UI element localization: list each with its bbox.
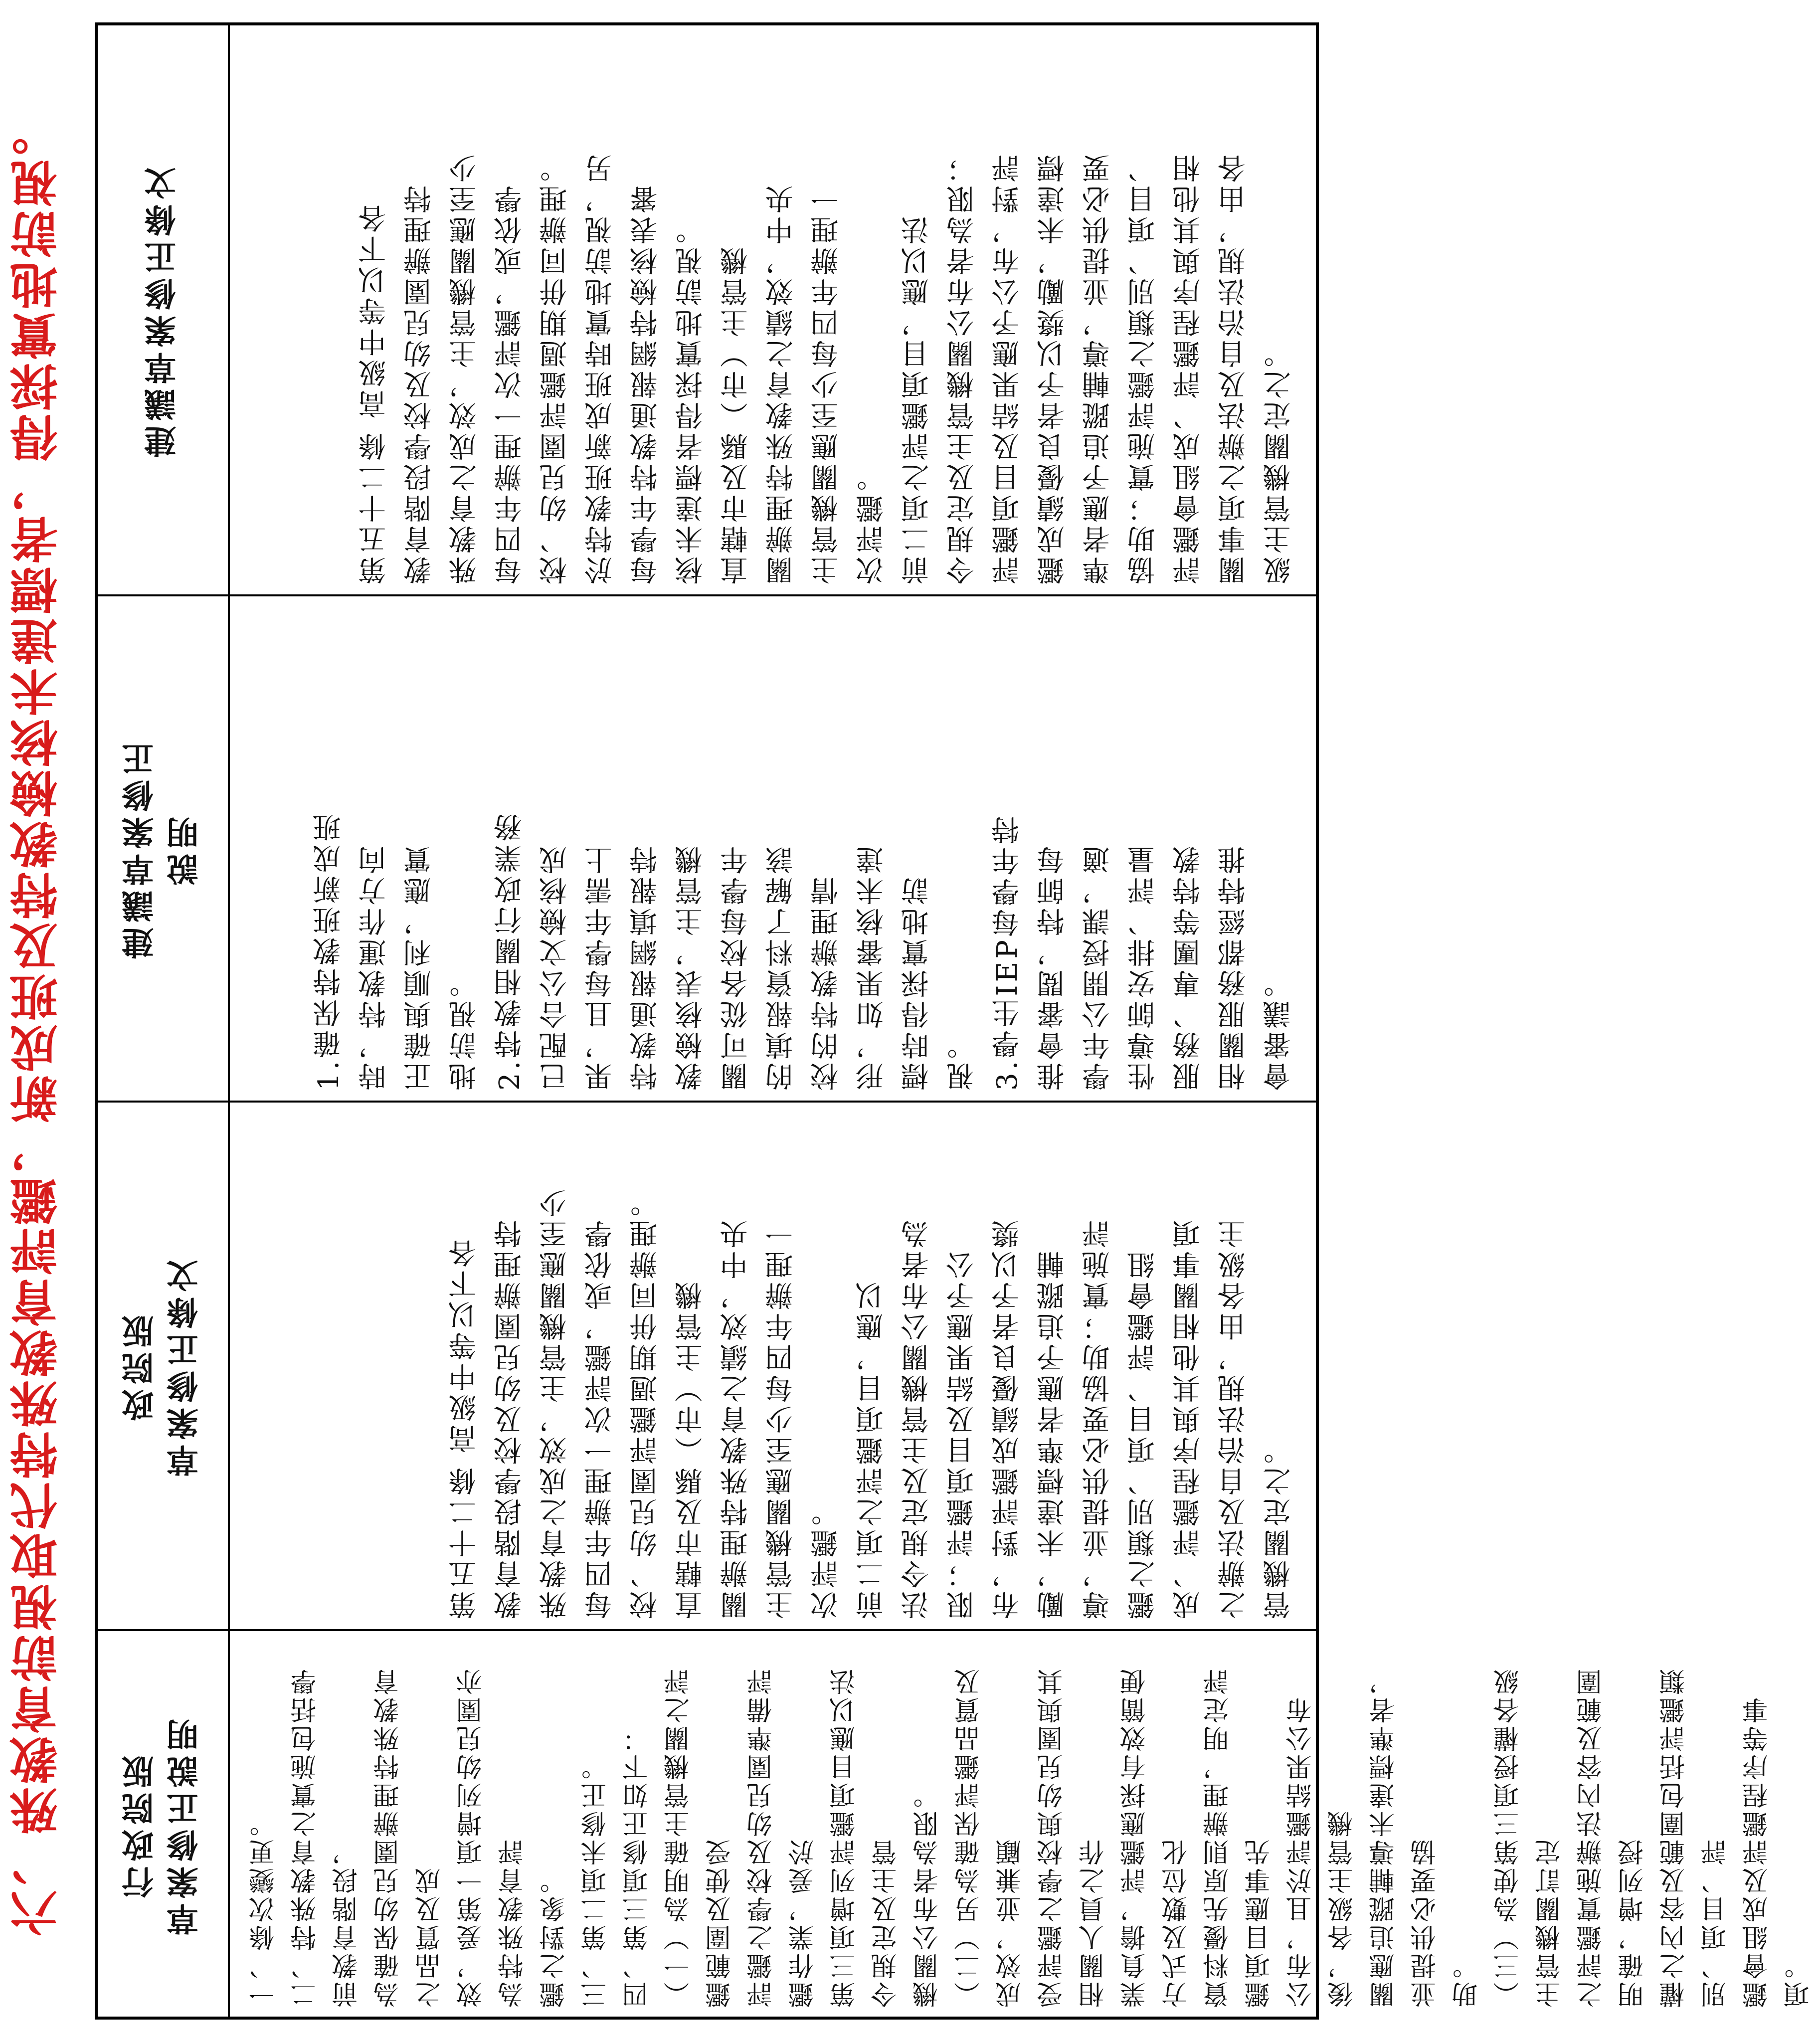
column-header [98, 1103, 230, 1629]
comparison-table [95, 22, 1814, 2020]
column-header-label: 建議草案修正條文 [144, 162, 182, 458]
proposed-article-text: 第五十二條 高級中等以下各 教育階段學校及幼兒園辦理特 殊教育之成效，主管機關應至少 每四年辦理一次評鑑，或依學 校、幼兒園評鑑週期併同辦理。 於特教班新成班時實地訪視，另 每學年特教通報網特檢核表審 核未達標者得採實地訪視。 直轄市及縣（市）主管機 關辦理特殊教育之績效，中央 主管機關應至少每四年辦理一 次評鑑。 前二項之評鑑項目，應以法 令規定及主管機關公布者為限； 評鑑項目及結果應予公布，對評 鑑成績優良者予以獎勵，未達標 準者應予追蹤輔導，並提供必要 協助；實施評鑑之類別、項目、 評鑑會組成、評鑑程序與其他相 關事項之辦法及自治法規，由各 級主管機關定之。 [358, 152, 1295, 584]
column-proposed-article [98, 25, 1316, 596]
heading-text: 六、殊教育訪視取代特殊教育評鑑，新成班及特教檢核未達標者，得採實地訪視。 [9, 105, 65, 1937]
column-body [230, 1631, 1814, 2018]
column-header [98, 25, 230, 594]
column-executive-article [98, 1103, 1316, 1631]
column-header-label: 政院版 草案修正條文 [121, 1255, 204, 1477]
column-header-label: 行政院版 草案修正說明 [121, 1713, 204, 1935]
column-body [230, 25, 1316, 594]
column-body [230, 596, 1316, 1101]
proposed-explanation-text: 1.確保特教班新成班 時，特教運作方向 正確與順利，應實 地訪視。 2.特教相關行政業務 已配合公文檢核成 果，且每學年需上 特教通報網填報特 教檢核表，主管機 關可從各校每學年 的填報資料了解該 校的特教辦理情 形，如果審核未達 標時得採實地訪 視。 3.學生IEP每學年特 推會審閱，特師每 學年公開授課，適 性導師安排、評量 服務、專團等特教 相關服務都經特推 會審議。 [313, 810, 1295, 1091]
executive-explanation-text: 一、條次變更。 二、特殊教育之實施包括學前教育階段， 為確保幼兒園辦理特殊教育之品質及成 效，爰第一項增列幼兒園亦為特殊教育評 鑑之對象。 三、第二項未修正。 四、第三項修正如下： （一）為明確主管機關之評鑑範圍及使受 評鑑之學校及幼兒園準備評鑑作業，爰於 第三項增列評鑑項目應以法令規定及主管 機關公布者為限。 （二）另為確保評鑑品質及成效，並兼顧 受評鑑之學校與幼兒園與其相關人員之作 業負擔，評鑑應採有效簡便方式及數位化 資料優先原則辦理，明定評鑑項目應事先 公布，且於評鑑結果公布後，各級主管機 關應追蹤輔導未達標準者，並提供必要協 助。 （三）為使第三項授權各級主管機關訂定 之評鑑實施辦法內容及範圍明確，增列授 權之內容及範圍包括評鑑類別、項目、評 鑑會組成及評鑑程序等事項。 [249, 1667, 1814, 2008]
column-body [230, 1103, 1316, 1629]
column-header-label: 建議草案修正 說明 [121, 738, 204, 959]
executive-article-text: 第五十二條 高級中等以下各 教育階段學校及幼兒園辦理特 殊教育之成效，主管機關應至少 每四年辦理一次評鑑，或依學 校、幼兒園評鑑週期併同辦理。 直轄市及縣（市）主管機 關辦理特殊教育之績效，中央 主管機關應至少每四年辦理一 次評鑑。 前二項之評鑑項目，應以 法令規定及主管機關公布者為 限；評鑑項目及結果應予公 布，對評鑑成績優良者予以獎 勵，未達標準者應予追蹤輔 導，並提供必要協助；實施評 鑑之類別、項目、評鑑會組 成、評鑑程序與其他相關事項 之辦法及自治法規，由各級主 管機關定之。 [448, 1186, 1295, 1619]
column-executive-explanation [98, 1631, 1814, 2018]
column-header [98, 1631, 230, 2018]
column-proposed-explanation [98, 596, 1316, 1103]
document-heading [0, 0, 75, 2042]
column-header [98, 596, 230, 1101]
